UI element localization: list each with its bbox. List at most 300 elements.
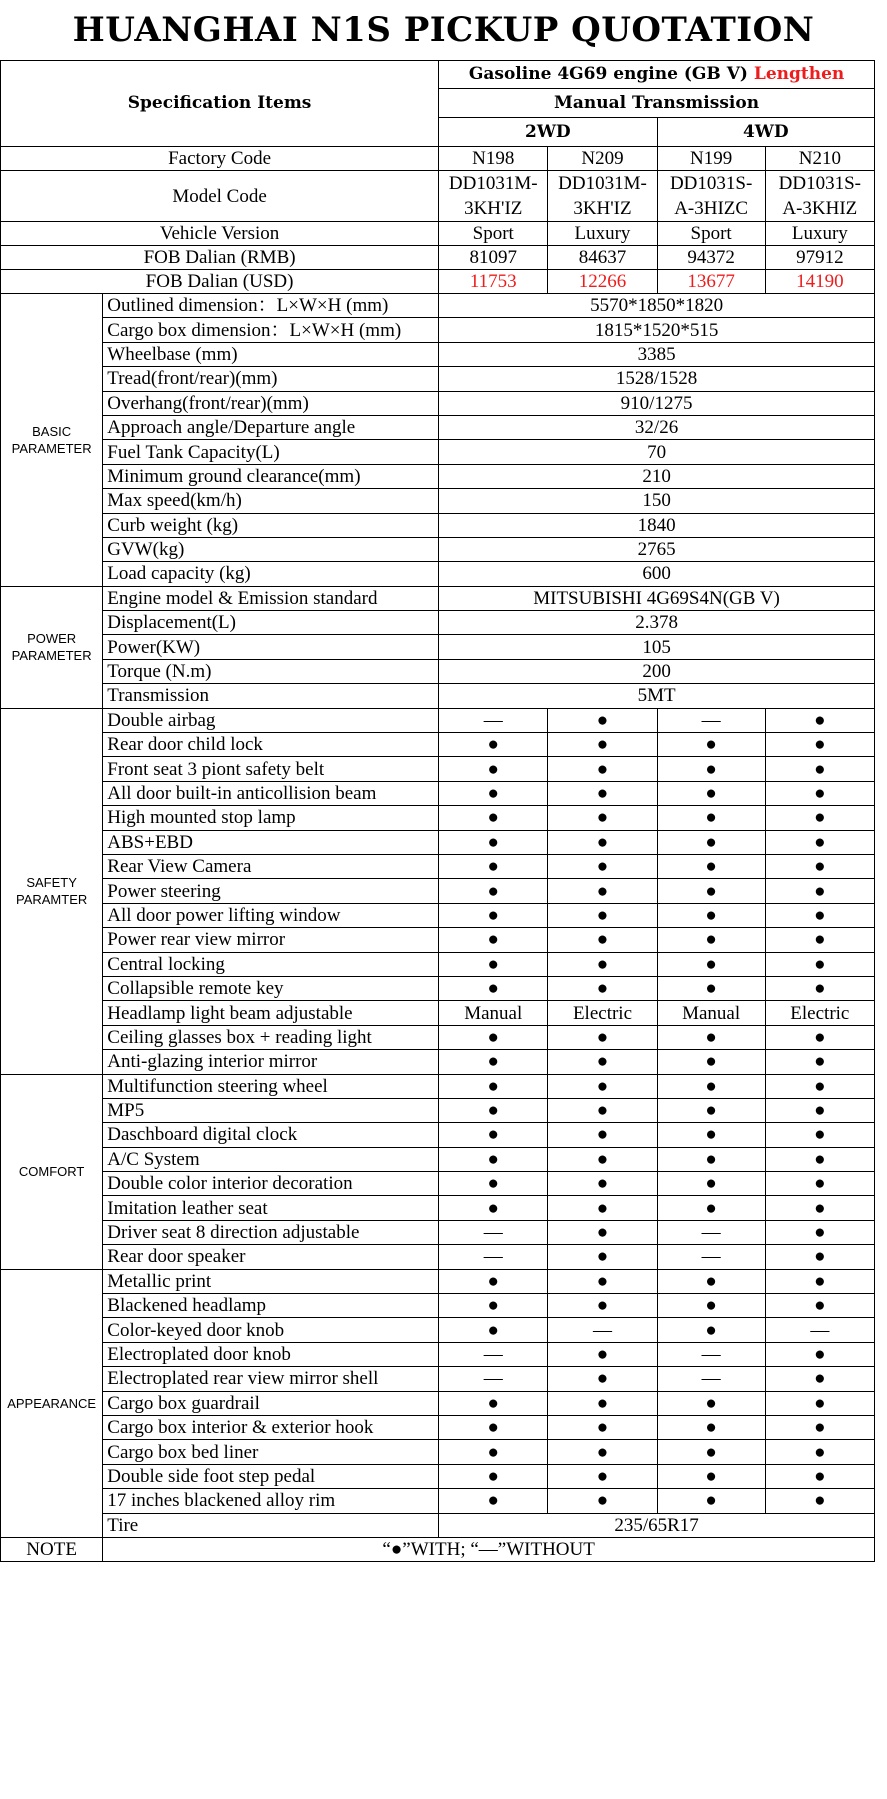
spec-value: 32/26	[439, 415, 875, 439]
spec-label: Rear door child lock	[103, 733, 439, 757]
spec-label: Driver seat 8 direction adjustable	[103, 1220, 439, 1244]
info-value: 81097	[439, 246, 548, 270]
spec-value: 150	[439, 489, 875, 513]
note-text: “●”WITH; “—”WITHOUT	[103, 1537, 875, 1561]
spec-row	[1, 708, 875, 732]
section-label: SAFETY PARAMTER	[1, 708, 103, 1074]
feature-value: Manual	[657, 1001, 765, 1025]
feature-mark: ●	[657, 1196, 765, 1220]
feature-mark: ●	[439, 928, 548, 952]
feature-mark: ●	[548, 1269, 657, 1293]
spec-value: 1528/1528	[439, 367, 875, 391]
feature-mark: ●	[657, 1098, 765, 1122]
feature-mark: ●	[439, 976, 548, 1000]
spec-label: Cargo box dimension：L×W×H (mm)	[103, 318, 439, 342]
spec-row	[1, 659, 875, 683]
spec-row	[1, 903, 875, 927]
info-value: Sport	[439, 222, 548, 246]
spec-value: MITSUBISHI 4G69S4N(GB V)	[439, 586, 875, 610]
spec-row	[1, 342, 875, 366]
spec-label: High mounted stop lamp	[103, 806, 439, 830]
feature-mark: ●	[657, 757, 765, 781]
spec-label: Max speed(km/h)	[103, 489, 439, 513]
feature-mark: ●	[439, 1391, 548, 1415]
feature-mark: ●	[548, 781, 657, 805]
info-value: Luxury	[548, 222, 657, 246]
feature-mark: ●	[439, 1025, 548, 1049]
feature-mark: ●	[548, 1220, 657, 1244]
feature-mark: ●	[548, 903, 657, 927]
feature-mark: ●	[439, 830, 548, 854]
feature-mark: ●	[765, 1050, 874, 1074]
feature-mark: ●	[439, 1147, 548, 1171]
spec-value: 3385	[439, 342, 875, 366]
spec-label: Approach angle/Departure angle	[103, 415, 439, 439]
feature-mark: —	[439, 1245, 548, 1269]
feature-mark: ●	[765, 1074, 874, 1098]
feature-mark: —	[657, 1245, 765, 1269]
spec-row	[1, 1415, 875, 1439]
info-label: Model Code	[1, 171, 439, 222]
spec-row	[1, 1391, 875, 1415]
feature-mark: ●	[548, 976, 657, 1000]
feature-mark: ●	[439, 733, 548, 757]
feature-mark: ●	[657, 879, 765, 903]
feature-mark: ●	[765, 1025, 874, 1049]
feature-mark: ●	[439, 854, 548, 878]
feature-mark: ●	[765, 1489, 874, 1513]
feature-mark: ●	[439, 1123, 548, 1147]
spec-row	[1, 1513, 875, 1537]
feature-mark: ●	[765, 1269, 874, 1293]
spec-row	[1, 1001, 875, 1025]
spec-row	[1, 1342, 875, 1366]
spec-row	[1, 928, 875, 952]
spec-row	[1, 440, 875, 464]
spec-label: Load capacity (kg)	[103, 562, 439, 586]
spec-label: Torque (N.m)	[103, 659, 439, 683]
spec-row	[1, 952, 875, 976]
spec-row	[1, 1367, 875, 1391]
feature-mark: ●	[657, 1489, 765, 1513]
feature-mark: ●	[439, 1489, 548, 1513]
spec-label: Displacement(L)	[103, 611, 439, 635]
feature-mark: ●	[548, 952, 657, 976]
quotation-table-body	[1, 61, 875, 1562]
info-label: FOB Dalian (USD)	[1, 270, 439, 294]
info-value: N198	[439, 147, 548, 171]
feature-mark: ●	[657, 1415, 765, 1439]
spec-label: Anti-glazing interior mirror	[103, 1050, 439, 1074]
section-label: COMFORT	[1, 1074, 103, 1269]
info-row	[1, 222, 875, 246]
feature-mark: ●	[548, 1415, 657, 1439]
spec-label: Collapsible remote key	[103, 976, 439, 1000]
feature-value: Electric	[548, 1001, 657, 1025]
info-value: N209	[548, 147, 657, 171]
spec-label: Ceiling glasses box + reading light	[103, 1025, 439, 1049]
feature-mark: ●	[657, 1318, 765, 1342]
spec-row	[1, 733, 875, 757]
feature-mark: ●	[657, 1147, 765, 1171]
group-4wd-header: 4WD	[657, 118, 874, 147]
spec-value: 1840	[439, 513, 875, 537]
feature-mark: ●	[765, 928, 874, 952]
feature-mark: ●	[765, 733, 874, 757]
feature-mark: —	[439, 1220, 548, 1244]
info-value: 97912	[765, 246, 874, 270]
feature-mark: ●	[548, 1074, 657, 1098]
spec-value: 600	[439, 562, 875, 586]
spec-label: ABS+EBD	[103, 830, 439, 854]
feature-mark: ●	[548, 1098, 657, 1122]
feature-mark: ●	[765, 1123, 874, 1147]
spec-value: 1815*1520*515	[439, 318, 875, 342]
spec-label: Electroplated rear view mirror shell	[103, 1367, 439, 1391]
feature-mark: ●	[548, 1123, 657, 1147]
feature-mark: ●	[765, 1440, 874, 1464]
feature-mark: —	[439, 1342, 548, 1366]
section-label: POWER PARAMETER	[1, 586, 103, 708]
feature-mark: ●	[548, 806, 657, 830]
feature-mark: ●	[765, 1147, 874, 1171]
feature-mark: ●	[548, 757, 657, 781]
spec-label: Power rear view mirror	[103, 928, 439, 952]
spec-value: 2.378	[439, 611, 875, 635]
spec-label: GVW(kg)	[103, 537, 439, 561]
feature-mark: ●	[548, 854, 657, 878]
feature-mark: ●	[657, 976, 765, 1000]
feature-mark: ●	[657, 1074, 765, 1098]
spec-label: Minimum ground clearance(mm)	[103, 464, 439, 488]
spec-row	[1, 1294, 875, 1318]
feature-mark: —	[657, 1342, 765, 1366]
feature-mark: ●	[548, 1245, 657, 1269]
feature-mark: —	[548, 1318, 657, 1342]
feature-mark: ●	[548, 1367, 657, 1391]
feature-mark: ●	[657, 781, 765, 805]
spec-row	[1, 1025, 875, 1049]
spec-row	[1, 537, 875, 561]
spec-row	[1, 1464, 875, 1488]
feature-mark: ●	[765, 781, 874, 805]
spec-value: 5570*1850*1820	[439, 294, 875, 318]
info-row	[1, 171, 875, 222]
info-label: FOB Dalian (RMB)	[1, 246, 439, 270]
feature-mark: ●	[548, 879, 657, 903]
feature-mark: ●	[765, 952, 874, 976]
spec-label: A/C System	[103, 1147, 439, 1171]
engine-label: Gasoline 4G69 engine (GB V)	[468, 64, 748, 84]
spec-label: Transmission	[103, 684, 439, 708]
spec-label: Imitation leather seat	[103, 1196, 439, 1220]
feature-mark: ●	[548, 1196, 657, 1220]
feature-mark: ●	[765, 879, 874, 903]
feature-mark: ●	[548, 1440, 657, 1464]
feature-mark: ●	[765, 708, 874, 732]
info-value: DD1031M-3KH'IZ	[439, 171, 548, 222]
note-label: NOTE	[1, 1537, 103, 1561]
spec-row	[1, 1196, 875, 1220]
feature-mark: ●	[657, 1050, 765, 1074]
feature-mark: ●	[765, 854, 874, 878]
feature-mark: ●	[657, 1269, 765, 1293]
quotation-table	[0, 60, 875, 1562]
spec-row	[1, 1269, 875, 1293]
feature-mark: ●	[657, 806, 765, 830]
spec-label: Daschboard digital clock	[103, 1123, 439, 1147]
feature-mark: ●	[439, 903, 548, 927]
feature-mark: ●	[765, 1220, 874, 1244]
feature-mark: ●	[765, 1294, 874, 1318]
feature-mark: ●	[765, 1245, 874, 1269]
spec-label: 17 inches blackened alloy rim	[103, 1489, 439, 1513]
engine-header	[439, 61, 875, 89]
feature-mark: ●	[548, 733, 657, 757]
info-value: 84637	[548, 246, 657, 270]
feature-mark: ●	[765, 903, 874, 927]
feature-mark: ●	[439, 1464, 548, 1488]
feature-mark: ●	[765, 1098, 874, 1122]
feature-mark: ●	[548, 1391, 657, 1415]
spec-label: Fuel Tank Capacity(L)	[103, 440, 439, 464]
feature-mark: ●	[657, 1464, 765, 1488]
spec-label: All door built-in anticollision beam	[103, 781, 439, 805]
spec-label: Engine model & Emission standard	[103, 586, 439, 610]
spec-row	[1, 391, 875, 415]
group-2wd-header: 2WD	[439, 118, 657, 147]
feature-mark: ●	[657, 903, 765, 927]
feature-mark: ●	[765, 1172, 874, 1196]
info-row	[1, 270, 875, 294]
spec-row	[1, 806, 875, 830]
info-value: DD1031M-3KH'IZ	[548, 171, 657, 222]
info-value: 14190	[765, 270, 874, 294]
info-row	[1, 246, 875, 270]
feature-mark: ●	[439, 1050, 548, 1074]
feature-mark: ●	[765, 806, 874, 830]
spec-row	[1, 318, 875, 342]
spec-row	[1, 464, 875, 488]
feature-mark: ●	[657, 1440, 765, 1464]
info-value: 12266	[548, 270, 657, 294]
spec-label: Headlamp light beam adjustable	[103, 1001, 439, 1025]
spec-row	[1, 879, 875, 903]
feature-mark: ●	[439, 1440, 548, 1464]
feature-mark: ●	[439, 1269, 548, 1293]
spec-value: 200	[439, 659, 875, 683]
info-value: 11753	[439, 270, 548, 294]
info-value: DD1031S-A-3HIZC	[657, 171, 765, 222]
spec-row	[1, 854, 875, 878]
feature-value: Manual	[439, 1001, 548, 1025]
spec-label: Double side foot step pedal	[103, 1464, 439, 1488]
info-label: Factory Code	[1, 147, 439, 171]
feature-mark: ●	[657, 733, 765, 757]
spec-row	[1, 781, 875, 805]
info-value: DD1031S-A-3KHIZ	[765, 171, 874, 222]
info-value: Sport	[657, 222, 765, 246]
spec-value: 235/65R17	[439, 1513, 875, 1537]
feature-mark: ●	[548, 1172, 657, 1196]
info-value: N199	[657, 147, 765, 171]
feature-mark: ●	[657, 854, 765, 878]
feature-mark: ●	[439, 1294, 548, 1318]
spec-row	[1, 1440, 875, 1464]
feature-mark: ●	[548, 1147, 657, 1171]
feature-mark: —	[657, 1367, 765, 1391]
spec-row	[1, 830, 875, 854]
spec-label: Tire	[103, 1513, 439, 1537]
spec-label: Multifunction steering wheel	[103, 1074, 439, 1098]
spec-row	[1, 367, 875, 391]
spec-row	[1, 611, 875, 635]
info-value: N210	[765, 147, 874, 171]
spec-label: MP5	[103, 1098, 439, 1122]
info-label: Vehicle Version	[1, 222, 439, 246]
feature-mark: ●	[765, 1367, 874, 1391]
feature-mark: ●	[439, 781, 548, 805]
feature-mark: ●	[548, 1342, 657, 1366]
spec-row	[1, 513, 875, 537]
spec-row	[1, 635, 875, 659]
feature-mark: ●	[548, 1050, 657, 1074]
spec-row	[1, 1098, 875, 1122]
spec-label: Color-keyed door knob	[103, 1318, 439, 1342]
spec-row	[1, 1245, 875, 1269]
feature-mark: ●	[765, 1342, 874, 1366]
section-label: BASIC PARAMETER	[1, 294, 103, 587]
transmission-header: Manual Transmission	[439, 89, 875, 118]
feature-mark: ●	[657, 1025, 765, 1049]
feature-mark: ●	[765, 1196, 874, 1220]
spec-row	[1, 1172, 875, 1196]
spec-items-header: Specification Items	[1, 61, 439, 147]
spec-label: Tread(front/rear)(mm)	[103, 367, 439, 391]
spec-label: All door power lifting window	[103, 903, 439, 927]
spec-value: 910/1275	[439, 391, 875, 415]
feature-mark: —	[765, 1318, 874, 1342]
feature-mark: ●	[548, 1025, 657, 1049]
info-value: 94372	[657, 246, 765, 270]
feature-mark: ●	[439, 1196, 548, 1220]
spec-row	[1, 586, 875, 610]
feature-mark: ●	[548, 1464, 657, 1488]
spec-value: 70	[439, 440, 875, 464]
spec-label: Rear door speaker	[103, 1245, 439, 1269]
spec-row	[1, 1074, 875, 1098]
info-row	[1, 147, 875, 171]
spec-label: Electroplated door knob	[103, 1342, 439, 1366]
feature-mark: ●	[765, 1391, 874, 1415]
feature-mark: ●	[657, 830, 765, 854]
feature-mark: ●	[439, 1318, 548, 1342]
spec-label: Outlined dimension：L×W×H (mm)	[103, 294, 439, 318]
feature-mark: ●	[765, 830, 874, 854]
spec-row	[1, 976, 875, 1000]
feature-mark: ●	[439, 806, 548, 830]
header-row-engine	[1, 61, 875, 89]
spec-label: Cargo box interior & exterior hook	[103, 1415, 439, 1439]
spec-row	[1, 1489, 875, 1513]
spec-value: 2765	[439, 537, 875, 561]
feature-mark: —	[439, 1367, 548, 1391]
spec-label: Power(KW)	[103, 635, 439, 659]
feature-mark: —	[657, 708, 765, 732]
spec-label: Double airbag	[103, 708, 439, 732]
spec-label: Power steering	[103, 879, 439, 903]
spec-row	[1, 294, 875, 318]
spec-row	[1, 1147, 875, 1171]
feature-mark: ●	[439, 1074, 548, 1098]
feature-mark: ●	[548, 928, 657, 952]
spec-value: 5MT	[439, 684, 875, 708]
feature-mark: ●	[548, 708, 657, 732]
feature-mark: ●	[657, 1172, 765, 1196]
document-title: HUANGHAI N1S PICKUP QUOTATION	[72, 10, 815, 50]
feature-mark: —	[439, 708, 548, 732]
spec-label: Central locking	[103, 952, 439, 976]
feature-mark: ●	[548, 1294, 657, 1318]
spec-label: Double color interior decoration	[103, 1172, 439, 1196]
feature-mark: ●	[439, 952, 548, 976]
feature-mark: —	[657, 1220, 765, 1244]
feature-mark: ●	[657, 1391, 765, 1415]
spec-row	[1, 1318, 875, 1342]
spec-label: Cargo box bed liner	[103, 1440, 439, 1464]
spec-value: 105	[439, 635, 875, 659]
feature-mark: ●	[657, 952, 765, 976]
spec-label: Blackened headlamp	[103, 1294, 439, 1318]
note-row	[1, 1537, 875, 1561]
spec-row	[1, 489, 875, 513]
feature-mark: ●	[439, 1415, 548, 1439]
spec-row	[1, 684, 875, 708]
feature-mark: ●	[439, 757, 548, 781]
engine-highlight: Lengthen	[753, 64, 845, 84]
feature-mark: ●	[439, 879, 548, 903]
spec-row	[1, 562, 875, 586]
spec-label: Metallic print	[103, 1269, 439, 1293]
feature-mark: ●	[765, 976, 874, 1000]
feature-mark: ●	[548, 1489, 657, 1513]
feature-mark: ●	[657, 1123, 765, 1147]
info-value: Luxury	[765, 222, 874, 246]
feature-mark: ●	[765, 757, 874, 781]
feature-mark: ●	[765, 1464, 874, 1488]
spec-label: Wheelbase (mm)	[103, 342, 439, 366]
feature-mark: ●	[439, 1172, 548, 1196]
spec-label: Curb weight (kg)	[103, 513, 439, 537]
feature-mark: ●	[548, 830, 657, 854]
spec-label: Cargo box guardrail	[103, 1391, 439, 1415]
spec-row	[1, 415, 875, 439]
spec-row	[1, 1050, 875, 1074]
feature-mark: ●	[657, 1294, 765, 1318]
spec-row	[1, 1123, 875, 1147]
section-label: APPEARANCE	[1, 1269, 103, 1537]
feature-mark: ●	[657, 928, 765, 952]
spec-label: Front seat 3 piont safety belt	[103, 757, 439, 781]
feature-mark: ●	[439, 1098, 548, 1122]
spec-row	[1, 1220, 875, 1244]
spec-value: 210	[439, 464, 875, 488]
spec-label: Overhang(front/rear)(mm)	[103, 391, 439, 415]
spec-row	[1, 757, 875, 781]
feature-mark: ●	[765, 1415, 874, 1439]
spec-label: Rear View Camera	[103, 854, 439, 878]
feature-value: Electric	[765, 1001, 874, 1025]
